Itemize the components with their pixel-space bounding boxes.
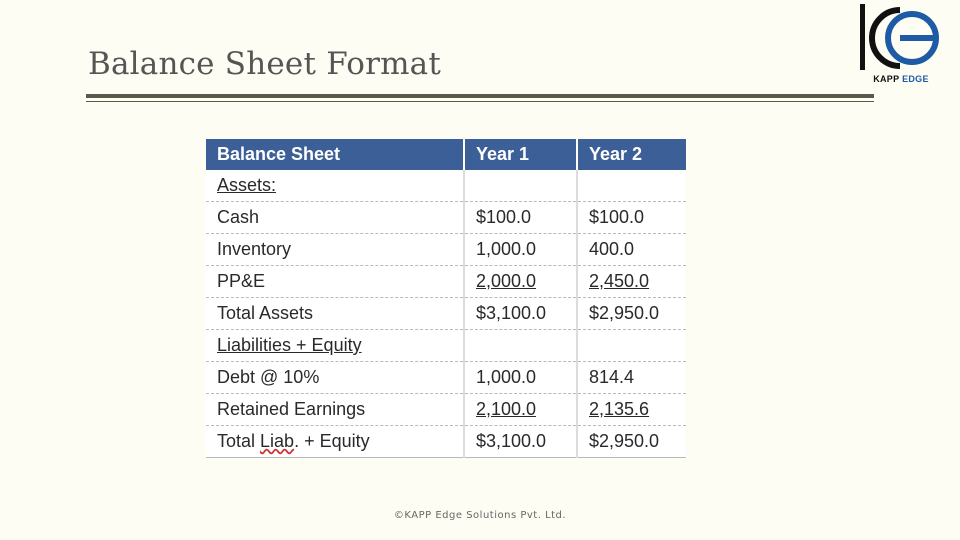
table-row bbox=[206, 234, 686, 266]
table-row bbox=[206, 362, 686, 394]
cell-year-1 bbox=[464, 170, 577, 202]
row-label: Retained Earnings bbox=[206, 394, 464, 426]
row-label: PP&E bbox=[206, 266, 464, 298]
underlined-value: 2,135.6 bbox=[589, 399, 650, 419]
logo-edge-text: EDGE bbox=[902, 74, 929, 84]
cell-year-1: 1,000.0 bbox=[464, 362, 577, 394]
cell-year-1: $3,100.0 bbox=[464, 298, 577, 330]
cell-year-1 bbox=[464, 330, 577, 362]
cell-year-2: 814.4 bbox=[577, 362, 686, 394]
cell-year-2 bbox=[577, 170, 686, 202]
row-label: Total Assets bbox=[206, 298, 464, 330]
row-label: Cash bbox=[206, 202, 464, 234]
logo-mark-icon bbox=[856, 2, 946, 74]
table-row bbox=[206, 202, 686, 234]
balance-sheet-table bbox=[206, 139, 686, 458]
cell-year-1: 1,000.0 bbox=[464, 234, 577, 266]
header-year-2: Year 2 bbox=[577, 139, 686, 170]
cell-year-2: $100.0 bbox=[577, 202, 686, 234]
cell-year-1: $100.0 bbox=[464, 202, 577, 234]
cell-year-1 bbox=[464, 394, 577, 426]
table-row bbox=[206, 170, 686, 202]
cell-year-2: $2,950.0 bbox=[577, 298, 686, 330]
cell-year-2 bbox=[577, 394, 686, 426]
cell-year-2: 400.0 bbox=[577, 234, 686, 266]
header-balance-sheet: Balance Sheet bbox=[206, 139, 464, 170]
label-part: Total bbox=[217, 431, 261, 451]
table-row bbox=[206, 266, 686, 298]
copyright-footer: ©KAPP Edge Solutions Pvt. Ltd. bbox=[393, 510, 567, 521]
row-label bbox=[206, 330, 464, 362]
title-rule-thick bbox=[86, 94, 874, 98]
cell-year-2: $2,950.0 bbox=[577, 426, 686, 458]
row-label bbox=[206, 426, 464, 458]
table-row bbox=[206, 426, 686, 458]
cell-year-1 bbox=[464, 266, 577, 298]
underlined-value: 2,100.0 bbox=[476, 399, 537, 419]
spellcheck-flagged-word: Liab bbox=[260, 431, 295, 451]
underlined-value: 2,450.0 bbox=[589, 271, 650, 291]
assets-section-label: Assets: bbox=[217, 175, 277, 195]
cell-year-2 bbox=[577, 330, 686, 362]
table-header-row bbox=[206, 139, 686, 170]
logo-wordmark bbox=[856, 74, 946, 84]
header-year-1: Year 1 bbox=[464, 139, 577, 170]
slide-title: Balance Sheet Format bbox=[88, 46, 442, 82]
table-row bbox=[206, 298, 686, 330]
row-label bbox=[206, 170, 464, 202]
row-label: Inventory bbox=[206, 234, 464, 266]
liabilities-section-label: Liabilities + Equity bbox=[217, 335, 362, 355]
cell-year-2 bbox=[577, 266, 686, 298]
underlined-value: 2,000.0 bbox=[476, 271, 537, 291]
logo-kapp-text: KAPP bbox=[873, 74, 900, 84]
row-label: Debt @ 10% bbox=[206, 362, 464, 394]
kapp-edge-logo bbox=[856, 2, 946, 86]
title-rule-thin bbox=[86, 101, 874, 102]
table-row bbox=[206, 330, 686, 362]
cell-year-1: $3,100.0 bbox=[464, 426, 577, 458]
label-part: . + Equity bbox=[294, 431, 370, 451]
table-row bbox=[206, 394, 686, 426]
